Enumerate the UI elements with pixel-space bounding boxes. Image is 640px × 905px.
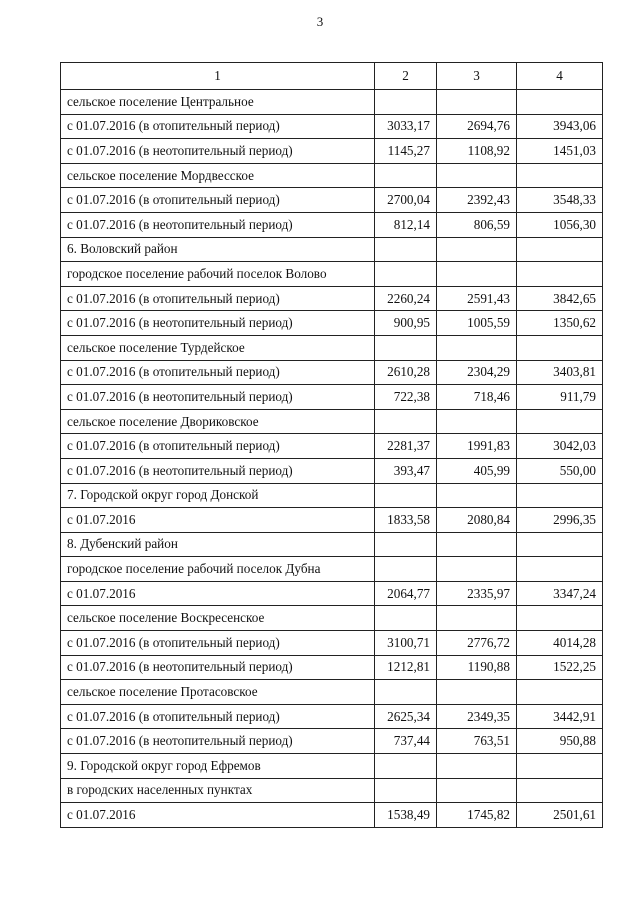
value-col-4 <box>517 335 603 360</box>
row-label: с 01.07.2016 (в отопительный период) <box>61 631 375 656</box>
value-col-4 <box>517 237 603 262</box>
table-row <box>61 729 603 754</box>
row-label: сельское поселение Мордвесское <box>61 163 375 188</box>
value-col-3: 763,51 <box>437 729 517 754</box>
table-row <box>61 286 603 311</box>
table-row <box>61 532 603 557</box>
row-label: с 01.07.2016 (в отопительный период) <box>61 188 375 213</box>
row-label: с 01.07.2016 (в неотопительный период) <box>61 385 375 410</box>
value-col-4 <box>517 483 603 508</box>
value-col-3: 2080,84 <box>437 508 517 533</box>
header-col-1: 1 <box>61 63 375 90</box>
table-row <box>61 163 603 188</box>
value-col-2: 737,44 <box>375 729 437 754</box>
value-col-2: 1212,81 <box>375 655 437 680</box>
value-col-3: 2335,97 <box>437 581 517 606</box>
table-body <box>61 90 603 828</box>
row-label: сельское поселение Протасовское <box>61 680 375 705</box>
tariff-table <box>60 62 603 828</box>
value-col-2: 2610,28 <box>375 360 437 385</box>
value-col-3 <box>437 532 517 557</box>
table-row <box>61 557 603 582</box>
row-label: 6. Воловский район <box>61 237 375 262</box>
value-col-2: 3100,71 <box>375 631 437 656</box>
value-col-2 <box>375 483 437 508</box>
value-col-4: 3442,91 <box>517 704 603 729</box>
value-col-2 <box>375 532 437 557</box>
value-col-4: 3042,03 <box>517 434 603 459</box>
value-col-3: 2694,76 <box>437 114 517 139</box>
value-col-3: 1991,83 <box>437 434 517 459</box>
row-label: с 01.07.2016 (в неотопительный период) <box>61 212 375 237</box>
value-col-2 <box>375 557 437 582</box>
page-number: 3 <box>316 14 324 29</box>
row-label: с 01.07.2016 (в отопительный период) <box>61 704 375 729</box>
value-col-4: 2501,61 <box>517 803 603 828</box>
value-col-2 <box>375 335 437 360</box>
value-col-4: 3548,33 <box>517 188 603 213</box>
value-col-3: 405,99 <box>437 458 517 483</box>
value-col-3 <box>437 335 517 360</box>
row-label: с 01.07.2016 (в неотопительный период) <box>61 458 375 483</box>
value-col-3: 1005,59 <box>437 311 517 336</box>
value-col-2: 1833,58 <box>375 508 437 533</box>
table-row <box>61 139 603 164</box>
value-col-4: 911,79 <box>517 385 603 410</box>
row-label: 7. Городской округ город Донской <box>61 483 375 508</box>
value-col-3: 1190,88 <box>437 655 517 680</box>
header-col-4: 4 <box>517 63 603 90</box>
value-col-3: 2304,29 <box>437 360 517 385</box>
value-col-3 <box>437 606 517 631</box>
table-row <box>61 631 603 656</box>
row-label: сельское поселение Центральное <box>61 90 375 115</box>
value-col-4: 1350,62 <box>517 311 603 336</box>
table-row <box>61 434 603 459</box>
table-row <box>61 335 603 360</box>
row-label: городское поселение рабочий поселок Волово <box>61 262 375 287</box>
row-label: с 01.07.2016 (в отопительный период) <box>61 360 375 385</box>
value-col-4: 1451,03 <box>517 139 603 164</box>
value-col-3 <box>437 262 517 287</box>
table-row <box>61 385 603 410</box>
table-row <box>61 655 603 680</box>
value-col-2: 1538,49 <box>375 803 437 828</box>
header-row <box>61 63 603 90</box>
row-label: сельское поселение Двориковское <box>61 409 375 434</box>
row-label: в городских населенных пунктах <box>61 778 375 803</box>
value-col-4 <box>517 409 603 434</box>
row-label: сельское поселение Турдейское <box>61 335 375 360</box>
row-label: городское поселение рабочий поселок Дубна <box>61 557 375 582</box>
table-row <box>61 606 603 631</box>
value-col-2: 1145,27 <box>375 139 437 164</box>
value-col-3: 2591,43 <box>437 286 517 311</box>
value-col-3: 2349,35 <box>437 704 517 729</box>
value-col-2: 393,47 <box>375 458 437 483</box>
row-label: сельское поселение Воскресенское <box>61 606 375 631</box>
value-col-2: 812,14 <box>375 212 437 237</box>
value-col-4: 4014,28 <box>517 631 603 656</box>
table-row <box>61 311 603 336</box>
row-label: с 01.07.2016 (в отопительный период) <box>61 114 375 139</box>
value-col-3: 2776,72 <box>437 631 517 656</box>
value-col-4: 2996,35 <box>517 508 603 533</box>
value-col-2: 2260,24 <box>375 286 437 311</box>
value-col-2: 3033,17 <box>375 114 437 139</box>
value-col-2: 2064,77 <box>375 581 437 606</box>
value-col-3: 806,59 <box>437 212 517 237</box>
value-col-3 <box>437 409 517 434</box>
value-col-3 <box>437 778 517 803</box>
value-col-3 <box>437 90 517 115</box>
row-label: 8. Дубенский район <box>61 532 375 557</box>
value-col-2 <box>375 606 437 631</box>
table-row <box>61 212 603 237</box>
table-row <box>61 704 603 729</box>
value-col-4: 3943,06 <box>517 114 603 139</box>
value-col-3 <box>437 237 517 262</box>
table-row <box>61 581 603 606</box>
value-col-3 <box>437 163 517 188</box>
table-row <box>61 188 603 213</box>
table-row <box>61 114 603 139</box>
table-row <box>61 458 603 483</box>
value-col-4: 1522,25 <box>517 655 603 680</box>
table-row <box>61 680 603 705</box>
value-col-4: 950,88 <box>517 729 603 754</box>
value-col-4 <box>517 557 603 582</box>
row-label: 9. Городской округ город Ефремов <box>61 754 375 779</box>
value-col-4: 3347,24 <box>517 581 603 606</box>
table-row <box>61 803 603 828</box>
value-col-4 <box>517 163 603 188</box>
table-row <box>61 778 603 803</box>
table-row <box>61 237 603 262</box>
table-row <box>61 409 603 434</box>
value-col-4: 1056,30 <box>517 212 603 237</box>
value-col-2 <box>375 262 437 287</box>
value-col-4 <box>517 606 603 631</box>
value-col-4: 550,00 <box>517 458 603 483</box>
value-col-2: 2625,34 <box>375 704 437 729</box>
row-label: с 01.07.2016 <box>61 508 375 533</box>
value-col-3: 718,46 <box>437 385 517 410</box>
value-col-2 <box>375 409 437 434</box>
value-col-4 <box>517 680 603 705</box>
value-col-3: 2392,43 <box>437 188 517 213</box>
value-col-4 <box>517 532 603 557</box>
table-row <box>61 754 603 779</box>
value-col-2: 900,95 <box>375 311 437 336</box>
value-col-2 <box>375 778 437 803</box>
header-col-2: 2 <box>375 63 437 90</box>
table-header <box>61 63 603 90</box>
value-col-4 <box>517 90 603 115</box>
value-col-4 <box>517 778 603 803</box>
value-col-4 <box>517 262 603 287</box>
row-label: с 01.07.2016 <box>61 803 375 828</box>
table-row <box>61 360 603 385</box>
value-col-3 <box>437 557 517 582</box>
row-label: с 01.07.2016 (в отопительный период) <box>61 286 375 311</box>
value-col-4 <box>517 754 603 779</box>
value-col-2: 2281,37 <box>375 434 437 459</box>
header-col-3: 3 <box>437 63 517 90</box>
value-col-4: 3403,81 <box>517 360 603 385</box>
row-label: с 01.07.2016 (в неотопительный период) <box>61 139 375 164</box>
row-label: с 01.07.2016 (в неотопительный период) <box>61 311 375 336</box>
table-row <box>61 508 603 533</box>
row-label: с 01.07.2016 (в неотопительный период) <box>61 655 375 680</box>
value-col-2: 722,38 <box>375 385 437 410</box>
value-col-2 <box>375 163 437 188</box>
table-row <box>61 483 603 508</box>
value-col-3 <box>437 680 517 705</box>
value-col-2 <box>375 237 437 262</box>
value-col-3: 1745,82 <box>437 803 517 828</box>
value-col-4: 3842,65 <box>517 286 603 311</box>
value-col-2 <box>375 754 437 779</box>
value-col-2: 2700,04 <box>375 188 437 213</box>
row-label: с 01.07.2016 (в отопительный период) <box>61 434 375 459</box>
row-label: с 01.07.2016 (в неотопительный период) <box>61 729 375 754</box>
row-label: с 01.07.2016 <box>61 581 375 606</box>
value-col-3: 1108,92 <box>437 139 517 164</box>
value-col-3 <box>437 483 517 508</box>
table-row <box>61 262 603 287</box>
value-col-2 <box>375 90 437 115</box>
table-row <box>61 90 603 115</box>
value-col-3 <box>437 754 517 779</box>
value-col-2 <box>375 680 437 705</box>
